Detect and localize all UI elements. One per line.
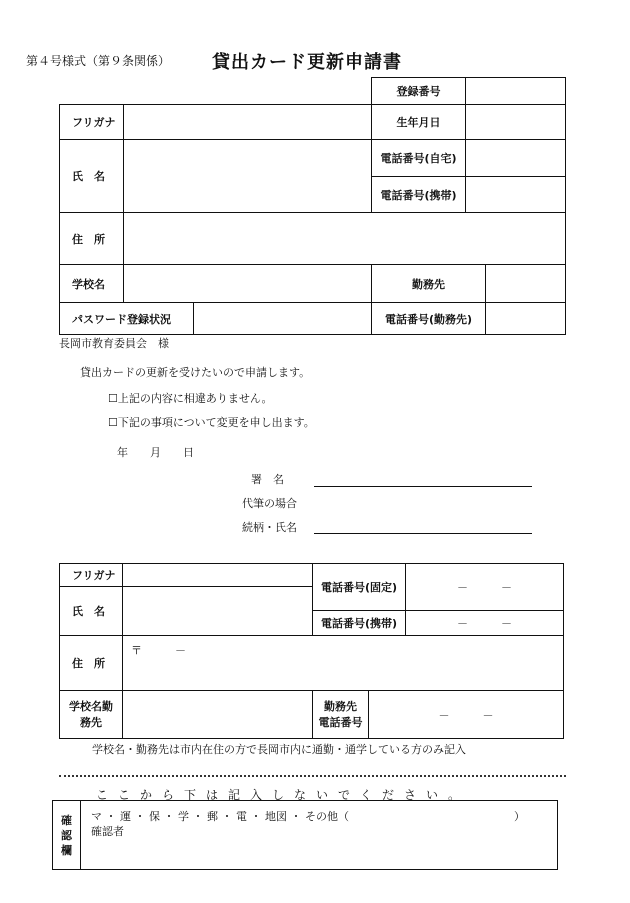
- applicant-table: [59, 77, 566, 335]
- change-table: [59, 563, 564, 739]
- office-label-char-1: 確: [61, 813, 72, 827]
- password-status-label: パスワード登録状況: [60, 303, 194, 335]
- name-field[interactable]: [124, 140, 372, 213]
- school-field[interactable]: [124, 265, 372, 303]
- phone-fixed-field[interactable]: － －: [406, 564, 564, 611]
- office-label-char-2: 認: [61, 828, 72, 842]
- school-work-field-2[interactable]: [123, 691, 313, 739]
- signature-line[interactable]: [314, 486, 532, 487]
- phone-work-field[interactable]: [486, 303, 566, 335]
- addressee: 長岡市教育委員会 様: [59, 337, 169, 350]
- cut-line: [59, 775, 566, 777]
- school-label: 学校名: [60, 265, 124, 303]
- school-label-line1: 学校名勤: [69, 699, 113, 713]
- furigana-field-2[interactable]: [123, 564, 313, 587]
- work-phone-label: [313, 691, 369, 739]
- office-use-options: マ ・ 運 ・ 保 ・ 学 ・ 郵 ・ 電 ・ 地図 ・ その他（ ）: [91, 810, 525, 823]
- address-label: 住 所: [60, 213, 124, 265]
- name-label: 氏 名: [60, 140, 124, 213]
- workplace-field[interactable]: [486, 265, 566, 303]
- workplace-label: 勤務先: [372, 265, 486, 303]
- furigana-label-2: フリガナ: [60, 564, 123, 587]
- confirmer-label: 確認者: [91, 825, 124, 838]
- furigana-label: フリガナ: [60, 105, 124, 140]
- phone-home-label: 電話番号(自宅): [372, 140, 466, 177]
- address-field[interactable]: [124, 213, 566, 265]
- phone-mobile-field[interactable]: [466, 177, 566, 213]
- work-phone-field[interactable]: － －: [369, 691, 564, 739]
- address-field-2[interactable]: 〒 －: [123, 636, 564, 691]
- phone-fixed-label: 電話番号(固定): [313, 564, 406, 611]
- birthdate-field[interactable]: [466, 105, 566, 140]
- work-phone-label-line2: 電話番号: [318, 715, 363, 729]
- office-use-label: [53, 801, 81, 869]
- form-title: 貸出カード更新申請書: [212, 52, 402, 73]
- phone-work-label: 電話番号(勤務先): [372, 303, 486, 335]
- phone-mobile-field-2[interactable]: － －: [406, 611, 564, 636]
- option-no-change[interactable]: ☐上記の内容に相違ありません。: [108, 392, 273, 405]
- password-status-field[interactable]: [194, 303, 372, 335]
- work-phone-label-line1: 勤務先: [324, 699, 357, 713]
- date-line: 年 月 日: [117, 446, 194, 459]
- form-number: 第４号様式（第９条関係）: [26, 54, 171, 68]
- signature-label: 署 名: [251, 473, 284, 486]
- phone-mobile-label-2: 電話番号(携帯): [313, 611, 406, 636]
- birthdate-label: 生年月日: [372, 105, 466, 140]
- phone-mobile-label: 電話番号(携帯): [372, 177, 466, 213]
- option-change[interactable]: ☐下記の事項について変更を申し出ます。: [108, 416, 315, 429]
- name-label-2: 氏 名: [60, 587, 123, 636]
- registration-no-label: 登録番号: [372, 78, 466, 105]
- note-text: 学校名・勤務先は市内在住の方で長岡市内に通勤・通学している方のみ記入: [92, 743, 466, 756]
- proxy-label: 代筆の場合: [242, 497, 297, 510]
- office-label-char-3: 欄: [61, 843, 72, 857]
- furigana-field[interactable]: [124, 105, 372, 140]
- office-use-notice: ここから下は記入しないでください。: [96, 788, 471, 802]
- relationship-name-line[interactable]: [314, 533, 532, 534]
- name-field-2[interactable]: [123, 587, 313, 636]
- school-label-line2: 務先: [80, 715, 102, 729]
- office-use-box: [52, 800, 558, 870]
- address-label-2: 住 所: [60, 636, 123, 691]
- school-work-label-2: [60, 691, 123, 739]
- phone-home-field[interactable]: [466, 140, 566, 177]
- request-text: 貸出カードの更新を受けたいので申請します。: [80, 366, 311, 379]
- relationship-name-label: 続柄・氏名: [242, 521, 297, 534]
- registration-no-field[interactable]: [466, 78, 566, 105]
